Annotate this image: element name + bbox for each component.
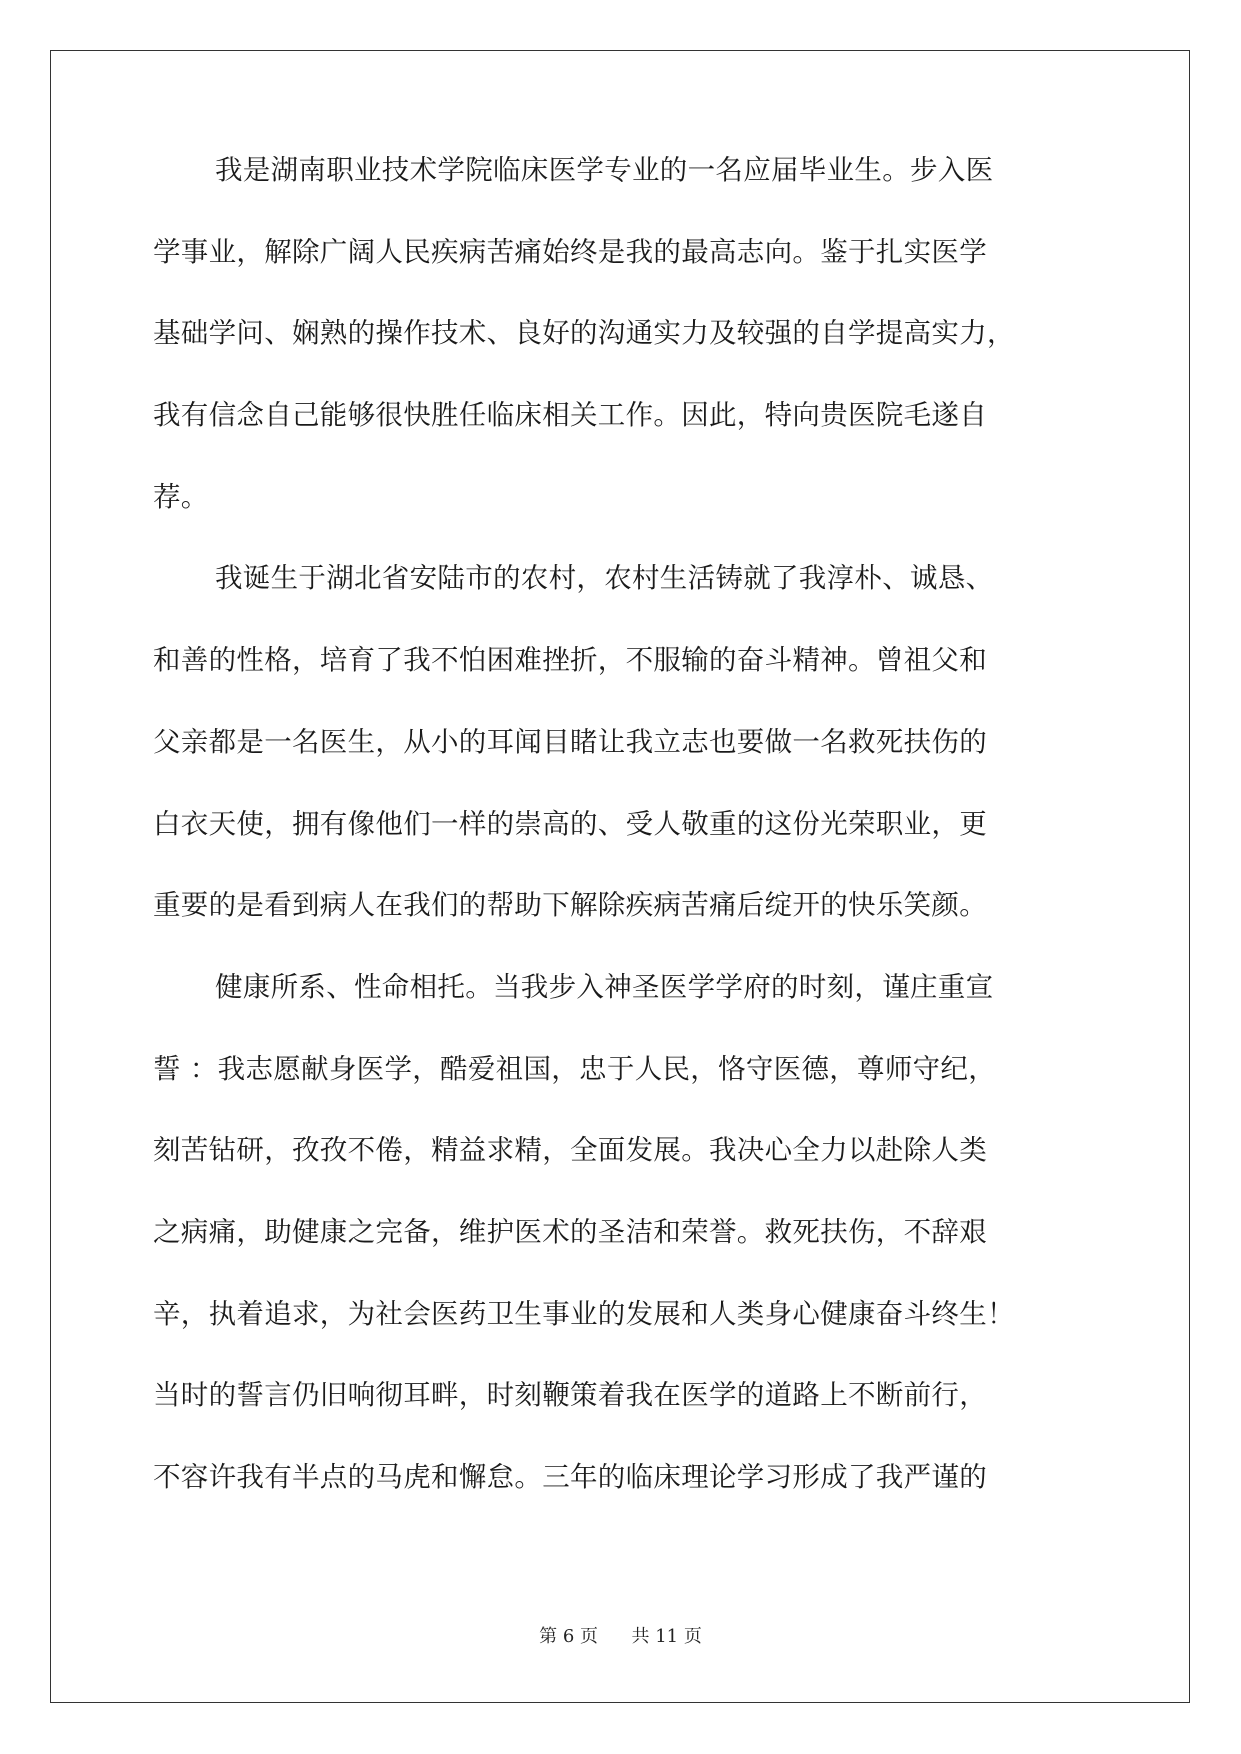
text-line: 学事业，解除广阔人民疾病苦痛始终是我的最高志向。鉴于扎实医学 xyxy=(153,235,987,268)
text-line: 辛，执着追求，为社会医药卫生事业的发展和人类身心健康奋斗终生！ xyxy=(153,1297,1015,1330)
text-line: 健康所系、性命相托。当我步入神圣医学学府的时刻，谨庄重宣 xyxy=(215,970,994,1003)
text-line: 当时的誓言仍旧响彻耳畔，时刻鞭策着我在医学的道路上不断前行， xyxy=(153,1379,987,1412)
text-line: 誓 ：我志愿献身医学，酷爱祖国，忠于人民，恪守医德，尊师守纪， xyxy=(153,1052,997,1085)
text-line: 白衣天使，拥有像他们一样的崇高的、受人敬重的这份光荣职业，更 xyxy=(153,807,987,840)
page-total: 共 11 页 xyxy=(631,1626,702,1647)
text-line: 我诞生于湖北省安陆市的农村，农村生活铸就了我淳朴、诚恳、 xyxy=(215,562,994,595)
text-line: 荐。 xyxy=(153,480,209,513)
document-body xyxy=(153,154,1093,1543)
text-line: 和善的性格，培育了我不怕困难挫折，不服输的奋斗精神。曾祖父和 xyxy=(153,644,987,677)
text-line: 父亲都是一名医生，从小的耳闻目睹让我立志也要做一名救死扶伤的 xyxy=(153,725,987,758)
text-line: 我有信念自己能够很快胜任临床相关工作。因此，特向贵医院毛遂自 xyxy=(153,399,987,432)
text-line: 我是湖南职业技术学院临床医学专业的一名应届毕业生。步入医 xyxy=(215,154,994,186)
text-line: 之病痛，助健康之完备，维护医术的圣洁和荣誉。救死扶伤，不辞艰 xyxy=(153,1215,987,1248)
text-line: 基础学问、娴熟的操作技术、良好的沟通实力及较强的自学提高实力， xyxy=(153,317,1015,350)
text-line: 重要的是看到病人在我们的帮助下解除疾病苦痛后绽开的快乐笑颜。 xyxy=(153,889,987,922)
text-line: 刻苦钻研，孜孜不倦，精益求精，全面发展。我决心全力以赴除人类 xyxy=(153,1134,987,1167)
page-footer xyxy=(0,1622,1241,1648)
text-line: 不容许我有半点的马虎和懈怠。三年的临床理论学习形成了我严谨的 xyxy=(153,1461,987,1493)
page-number: 第 6 页 xyxy=(539,1626,599,1647)
